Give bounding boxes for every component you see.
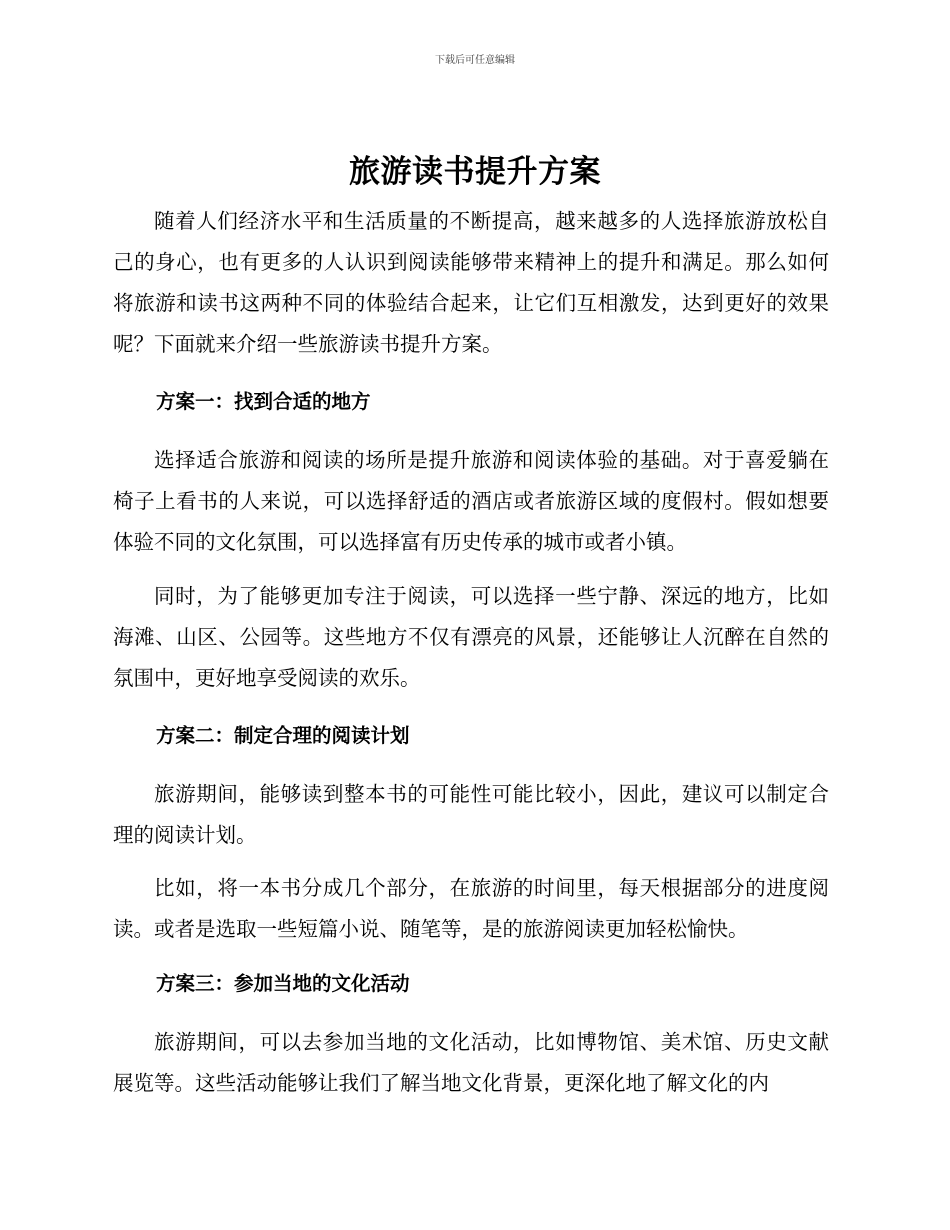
section-heading-2: 方案二：制定合理的阅读计划 bbox=[156, 724, 410, 747]
section-2-paragraph-1: 旅游期间，能够读到整本书的可能性可能比较小，因此，建议可以制定合理的阅读计划。 bbox=[113, 782, 829, 847]
section-1-paragraph-2: 同时，为了能够更加专注于阅读，可以选择一些宁静、深远的地方，比如海滩、山区、公园等。这些地方不仅有漂亮的风景，还能够让人沉醉在自然的氛围中，更好地享受阅读的欢乐。 bbox=[113, 584, 829, 690]
section-3-paragraph-1: 旅游期间，可以去参加当地的文化活动，比如博物馆、美术馆、历史文献展览等。这些活动能够让我们了解当地文化背景，更深化地了解文化的内 bbox=[113, 1030, 829, 1095]
document-title: 旅游读书提升方案 bbox=[349, 154, 601, 190]
section-2-paragraph-2: 比如，将一本书分成几个部分，在旅游的时间里，每天根据部分的进度阅读。或者是选取一些短篇小说、随笔等，是的旅游阅读更加轻松愉快。 bbox=[113, 876, 829, 941]
section-heading-1: 方案一：找到合适的地方 bbox=[156, 390, 371, 413]
intro-paragraph: 随着人们经济水平和生活质量的不断提高，越来越多的人选择旅游放松自己的身心，也有更多的人认识到阅读能够带来精神上的提升和满足。那么如何将旅游和读书这两种不同的体验结合起来，让它们互相激发，达到更好的效果呢？下面就来介绍一些旅游读书提升方案。 bbox=[113, 209, 829, 356]
section-heading-3: 方案三：参加当地的文化活动 bbox=[156, 972, 410, 995]
page-header: 下载后可任意编辑 bbox=[435, 55, 515, 66]
section-1-paragraph-1: 选择适合旅游和阅读的场所是提升旅游和阅读体验的基础。对于喜爱躺在椅子上看书的人来说，可以选择舒适的酒店或者旅游区域的度假村。假如想要体验不同的文化氛围，可以选择富有历史传承的城市或者小镇。 bbox=[113, 448, 829, 554]
